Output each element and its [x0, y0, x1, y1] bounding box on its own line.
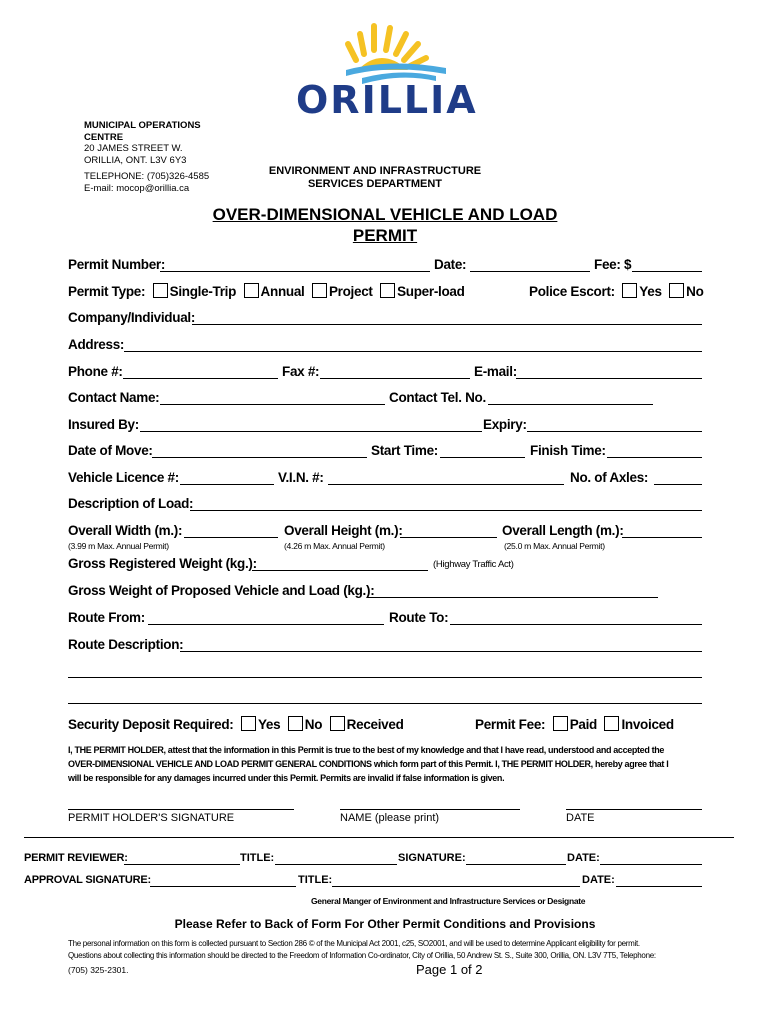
- department: [260, 165, 490, 191]
- finish-time-label: Finish Time:: [530, 443, 606, 458]
- start-time-field[interactable]: [440, 457, 525, 458]
- privacy-notice: [68, 938, 656, 962]
- contact-tel-field[interactable]: [488, 404, 653, 405]
- route-from-field[interactable]: [148, 624, 384, 625]
- attest-line: OVER-DIMENSIONAL VEHICLE AND LOAD PERMIT GENERAL CONDITIONS which form part of this Permit. I, THE PERMIT HOLDER, hereby agree that I: [68, 759, 669, 769]
- deposit-no-checkbox[interactable]: [288, 716, 303, 731]
- highway-act-note: (Highway Traffic Act): [433, 559, 514, 570]
- date-label: Date:: [434, 257, 467, 272]
- expiry-label: Expiry:: [483, 417, 527, 432]
- phone-text: TELEPHONE: (705)326-4585: [84, 171, 210, 182]
- reviewer-field[interactable]: [124, 864, 240, 865]
- length-note: (25.0 m Max. Annual Permit): [504, 541, 605, 551]
- deposit-no-label: No: [304, 717, 323, 732]
- gross-registered-label: Gross Registered Weight (kg.):: [68, 556, 257, 571]
- vin-label: V.I.N. #:: [278, 470, 324, 485]
- date-field[interactable]: [470, 271, 590, 272]
- fee-invoiced-checkbox[interactable]: [604, 716, 619, 731]
- overall-width-label: Overall Width (m.):: [68, 523, 183, 538]
- route-from-label: Route From:: [68, 610, 145, 625]
- permit-type-row: [68, 283, 465, 299]
- permit-number-label: Permit Number:: [68, 257, 166, 272]
- permit-type-label: Permit Type:: [68, 284, 146, 299]
- route-to-field[interactable]: [450, 624, 702, 625]
- attest-paragraph: [68, 743, 668, 785]
- deposit-yes-label: Yes: [257, 717, 281, 732]
- permit-number-field[interactable]: [160, 271, 430, 272]
- title-line: PERMIT: [352, 226, 418, 245]
- fee-paid-label: Paid: [569, 717, 597, 732]
- privacy-line: Questions about collecting this information should be directed to the Freedom of Information Co-ordinator, City of Orillia, 50 Andrew St. S., Suite 300, Orillia, ON. L3V 7T5, Telephone:: [68, 951, 656, 960]
- approval-date-field[interactable]: [616, 886, 702, 887]
- deposit-received-checkbox[interactable]: [330, 716, 345, 731]
- approval-date-label: DATE:: [582, 874, 615, 886]
- expiry-field[interactable]: [527, 431, 702, 432]
- reviewer-title-field[interactable]: [275, 864, 397, 865]
- start-time-label: Start Time:: [371, 443, 438, 458]
- form-title: [185, 204, 585, 246]
- brand-name: ORILLIA: [296, 78, 478, 122]
- permit-fee-row: [475, 716, 674, 732]
- title-line: OVER-DIMENSIONAL VEHICLE AND LOAD: [212, 205, 558, 224]
- manager-caption: General Manger of Environment and Infrastructure Services or Designate: [311, 896, 586, 906]
- finish-time-field[interactable]: [607, 457, 702, 458]
- address-label: Address:: [68, 337, 125, 352]
- reviewer-date-field[interactable]: [600, 864, 702, 865]
- escort-no-checkbox[interactable]: [669, 283, 684, 298]
- divider: [24, 837, 734, 838]
- approval-field[interactable]: [150, 886, 296, 887]
- gross-registered-field[interactable]: [252, 570, 428, 571]
- approval-title-label: TITLE:: [298, 874, 333, 886]
- overall-length-label: Overall Length (m.):: [502, 523, 624, 538]
- police-escort-row: [529, 283, 704, 299]
- approval-title-field[interactable]: [332, 886, 580, 887]
- address-line: MUNICIPAL OPERATIONS: [84, 120, 201, 131]
- vin-field[interactable]: [328, 484, 564, 485]
- phone-field[interactable]: [123, 378, 278, 379]
- company-field[interactable]: [192, 324, 702, 325]
- holder-date-field[interactable]: [566, 809, 702, 810]
- email-text: E-mail: mocop@orillia.ca: [84, 182, 190, 194]
- holder-signature-label: PERMIT HOLDER'S SIGNATURE: [68, 812, 235, 824]
- escort-yes-checkbox[interactable]: [622, 283, 637, 298]
- fee-paid-checkbox[interactable]: [553, 716, 568, 731]
- security-deposit-label: Security Deposit Required:: [68, 717, 234, 732]
- fee-invoiced-label: Invoiced: [621, 717, 674, 732]
- description-label: Description of Load:: [68, 496, 194, 511]
- holder-signature-field[interactable]: [68, 809, 294, 810]
- route-description-label: Route Description:: [68, 637, 184, 652]
- description-field[interactable]: [190, 510, 702, 511]
- privacy-line: The personal information on this form is collected pursuant to Section 286 © of the Municipal Act 2001, c25, SO2001, and will be used to determine Applicant eligibility for permit.: [68, 939, 640, 948]
- fee-label: Fee: $: [594, 257, 632, 272]
- contact-name-label: Contact Name:: [68, 390, 160, 405]
- super-load-label: Super-load: [397, 284, 465, 299]
- address-line: ORILLIA, ONT. L3V 6Y3: [84, 154, 187, 166]
- project-label: Project: [328, 284, 373, 299]
- page-number: Page 1 of 2: [416, 962, 483, 977]
- route-description-field[interactable]: [180, 651, 702, 652]
- fax-label: Fax #:: [282, 364, 320, 379]
- deposit-received-label: Received: [346, 717, 404, 732]
- phone-label: Phone #:: [68, 364, 123, 379]
- date-of-move-label: Date of Move:: [68, 443, 153, 458]
- reviewer-label: PERMIT REVIEWER:: [24, 852, 128, 864]
- address-line: 20 JAMES STREET W.: [84, 143, 183, 154]
- police-escort-label: Police Escort:: [529, 284, 615, 299]
- privacy-phone: (705) 325-2301.: [68, 965, 129, 975]
- company-label: Company/Individual:: [68, 310, 196, 325]
- gross-proposed-field[interactable]: [368, 597, 658, 598]
- vehicle-licence-field[interactable]: [180, 484, 274, 485]
- project-checkbox[interactable]: [312, 283, 327, 298]
- width-note: (3.99 m Max. Annual Permit): [68, 541, 169, 551]
- axles-label: No. of Axles:: [570, 470, 649, 485]
- annual-label: Annual: [260, 284, 305, 299]
- reviewer-signature-field[interactable]: [466, 864, 566, 865]
- approval-label: APPROVAL SIGNATURE:: [24, 874, 151, 886]
- escort-yes-label: Yes: [639, 284, 662, 299]
- address-field[interactable]: [124, 351, 702, 352]
- address-line: CENTRE: [84, 131, 124, 143]
- fax-field[interactable]: [320, 378, 470, 379]
- insured-by-field[interactable]: [140, 431, 482, 432]
- refer-notice: Please Refer to Back of Form For Other Permit Conditions and Provisions: [174, 917, 596, 931]
- route-description-line-2[interactable]: [68, 677, 702, 678]
- permit-fee-label: Permit Fee:: [475, 717, 546, 732]
- overall-height-label: Overall Height (m.):: [284, 523, 403, 538]
- email-label: E-mail:: [474, 364, 517, 379]
- reviewer-signature-label: SIGNATURE:: [398, 852, 466, 864]
- route-to-label: Route To:: [389, 610, 449, 625]
- insured-by-label: Insured By:: [68, 417, 139, 432]
- overall-height-field[interactable]: [400, 537, 497, 538]
- annual-checkbox[interactable]: [244, 283, 259, 298]
- overall-width-field[interactable]: [184, 537, 278, 538]
- reviewer-title-label: TITLE:: [240, 852, 275, 864]
- route-description-line-3[interactable]: [68, 703, 702, 704]
- security-deposit-row: [68, 716, 404, 732]
- axles-field[interactable]: [654, 484, 702, 485]
- single-trip-label: Single-Trip: [169, 284, 237, 299]
- escort-no-label: No: [686, 284, 704, 299]
- address-block-2: [84, 143, 209, 194]
- gross-proposed-label: Gross Weight of Proposed Vehicle and Load (kg.):: [68, 583, 375, 598]
- overall-length-field[interactable]: [622, 537, 702, 538]
- email-field[interactable]: [516, 378, 702, 379]
- holder-name-field[interactable]: [340, 809, 520, 810]
- height-note: (4.26 m Max. Annual Permit): [284, 541, 385, 551]
- department-line: SERVICES DEPARTMENT: [307, 178, 443, 190]
- fee-field[interactable]: [632, 271, 702, 272]
- department-line: ENVIRONMENT AND INFRASTRUCTURE: [268, 165, 482, 177]
- holder-date-label: DATE: [566, 812, 595, 824]
- super-load-checkbox[interactable]: [380, 283, 395, 298]
- attest-line: will be responsible for any damages incurred under this Permit. Permits are invalid if false information is given.: [68, 773, 505, 783]
- orillia-logo: [296, 18, 486, 122]
- vehicle-licence-label: Vehicle Licence #:: [68, 470, 179, 485]
- holder-name-label: NAME (please print): [340, 812, 440, 824]
- date-of-move-field[interactable]: [152, 457, 367, 458]
- attest-line: I, THE PERMIT HOLDER, attest that the information in this Permit is true to the best of my knowledge and that I have read, understood and accepted the: [68, 745, 665, 755]
- address-block: [84, 120, 201, 143]
- single-trip-checkbox[interactable]: [153, 283, 168, 298]
- contact-tel-label: Contact Tel. No.: [389, 390, 486, 405]
- reviewer-date-label: DATE:: [567, 852, 600, 864]
- contact-name-field[interactable]: [160, 404, 385, 405]
- deposit-yes-checkbox[interactable]: [241, 716, 256, 731]
